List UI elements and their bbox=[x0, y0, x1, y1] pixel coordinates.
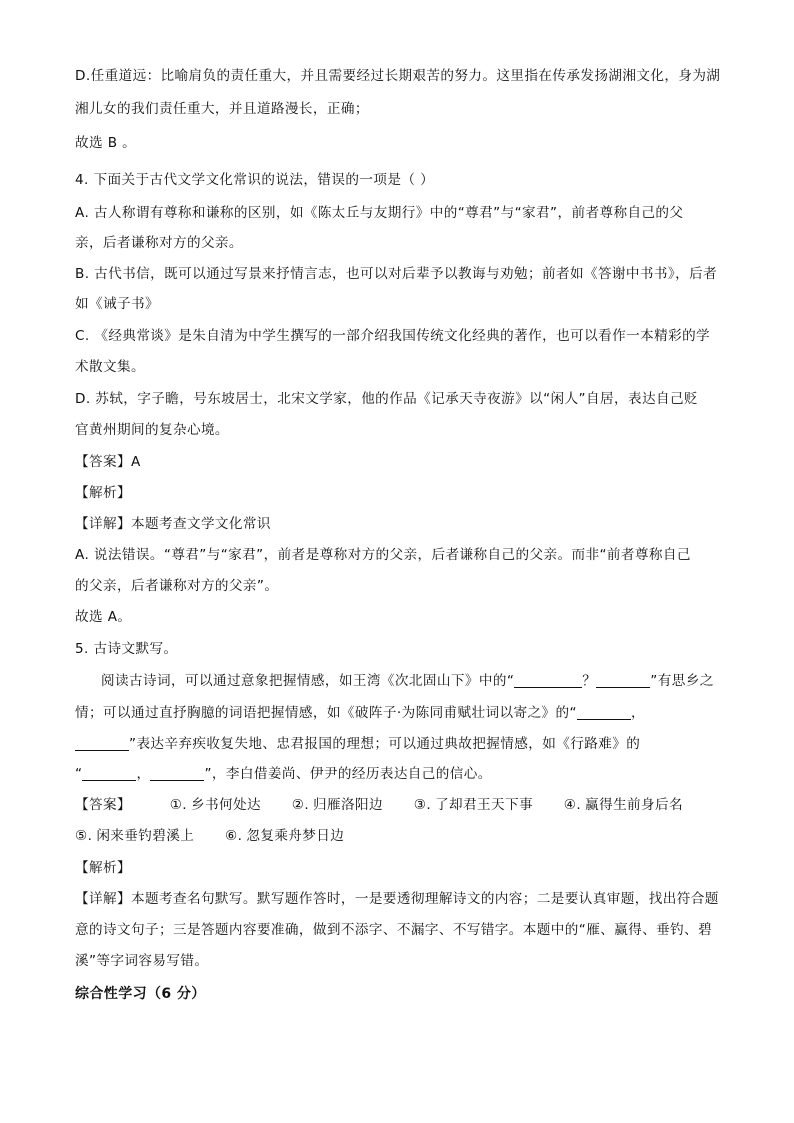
q4-option-d-line1: D. 苏轼，字子瞻，号东坡居士，北宋文学家，他的作品《记承天寺夜游》以“闲人”自居，表达自己贬 bbox=[75, 391, 698, 407]
q4-analysis-tag: 【解析】 bbox=[75, 485, 131, 501]
q4-answer: A bbox=[130, 454, 141, 470]
q5-stem: 5. 古诗文默写。 bbox=[75, 641, 178, 657]
q5-answer-row2 bbox=[75, 826, 370, 846]
fill-blank-6[interactable] bbox=[150, 766, 204, 781]
fill-blank-3[interactable] bbox=[577, 705, 631, 720]
answer-item-1: ①. 乡书何处达 bbox=[169, 797, 261, 813]
q5-detail-line1: 【详解】本题考查名句默写。默写题作答时，一是要透彻理解诗文的内容；二是要认真审题，找出符合题 bbox=[75, 891, 719, 907]
q5-paragraph-line1: 阅读古诗词，可以通过意象把握情感，如王湾《次北固山下》中的“ ？ ”有思乡之 bbox=[101, 673, 714, 689]
q5-answer-row1 bbox=[75, 795, 683, 815]
fill-blank-1[interactable] bbox=[514, 673, 582, 688]
q5-analysis-tag: 【解析】 bbox=[75, 860, 131, 876]
answer-item-3: ③. 了却君王天下事 bbox=[413, 797, 534, 813]
q4-option-a-line1: A. 古人称谓有尊称和谦称的区别，如《陈太丘与友期行》中的“尊君”与“家君”，前者尊称自己的父 bbox=[75, 205, 684, 221]
q4-option-b-line1: B. 古代书信，既可以通过写景来抒情言志，也可以对后辈予以教诲与劝勉；前者如《答谢中书书》，后者 bbox=[75, 266, 718, 282]
section-title: 综合性学习（6 分） bbox=[75, 986, 206, 1002]
fill-blank-4[interactable] bbox=[75, 736, 129, 751]
q5-detail-line2: 意的诗文句子；三是答题内容要准确，做到不添字、不漏字、不写错字。本题中的“雁、赢得、垂钓、碧 bbox=[75, 922, 713, 938]
q4-detail-line1: A. 说法错误。“尊君”与“家君”，前者是尊称对方的父亲，后者谦称自己的父亲。而非“前者尊称自己 bbox=[75, 547, 691, 563]
answer-item-6: ⑥. 忽复乘舟梦日边 bbox=[225, 828, 345, 844]
q4-option-a-line2: 亲，后者谦称对方的父亲。 bbox=[75, 235, 243, 251]
q4-stem: 4. 下面关于古代文学文化常识的说法，错误的一项是（ ） bbox=[75, 172, 435, 188]
q4-choice: 故选 A。 bbox=[75, 609, 132, 625]
q4-option-c-line1: C. 《经典常谈》是朱自清为中学生撰写的一部介绍我国传统文化经典的著作，也可以看作一本精彩的学 bbox=[75, 328, 711, 344]
q4-answer-row bbox=[75, 452, 141, 472]
answer-item-4: ④. 赢得生前身后名 bbox=[563, 797, 684, 813]
q4-detail: 【详解】本题考查文学文化常识 bbox=[75, 516, 271, 532]
q3-option-d-line2: 湘儿女的我们责任重大，并且道路漫长，正确； bbox=[75, 101, 369, 117]
answer-tag: 【答案】 bbox=[75, 454, 131, 470]
q5-paragraph-line2: 情；可以通过直抒胸臆的词语把握情感，如《破阵子·为陈同甫赋壮词以寄之》的“ ， bbox=[75, 705, 645, 721]
q4-option-d-line2: 官黄州期间的复杂心境。 bbox=[75, 422, 229, 438]
answer-tag: 【答案】 bbox=[75, 797, 131, 813]
q5-paragraph-line4: “ ， ”，李白借姜尚、伊尹的经历表达自己的信心。 bbox=[75, 766, 492, 782]
q3-option-d-line1: D.任重道远：比喻肩负的责任重大，并且需要经过长期艰苦的努力。这里指在传承发扬湖湘文化，身为湖 bbox=[75, 68, 721, 84]
q5-paragraph-line3: ”表达辛弃疾收复失地、忠君报国的理想；可以通过典故把握情感，如《行路难》的 bbox=[75, 734, 640, 754]
q4-detail-line2: 的父亲，后者谦称对方的父亲”。 bbox=[75, 578, 279, 594]
q4-option-c-line2: 术散文集。 bbox=[75, 359, 145, 375]
answer-item-2: ②. 归雁洛阳边 bbox=[291, 797, 384, 813]
fill-blank-5[interactable] bbox=[82, 766, 136, 781]
q4-option-b-line2: 如《诫子书》 bbox=[75, 296, 159, 312]
answer-item-5: ⑤. 闲来垂钓碧溪上 bbox=[75, 828, 195, 844]
q5-detail-line3: 溪”等字词容易写错。 bbox=[75, 953, 209, 969]
q3-choice: 故选 B 。 bbox=[75, 135, 137, 151]
fill-blank-2[interactable] bbox=[596, 673, 650, 688]
